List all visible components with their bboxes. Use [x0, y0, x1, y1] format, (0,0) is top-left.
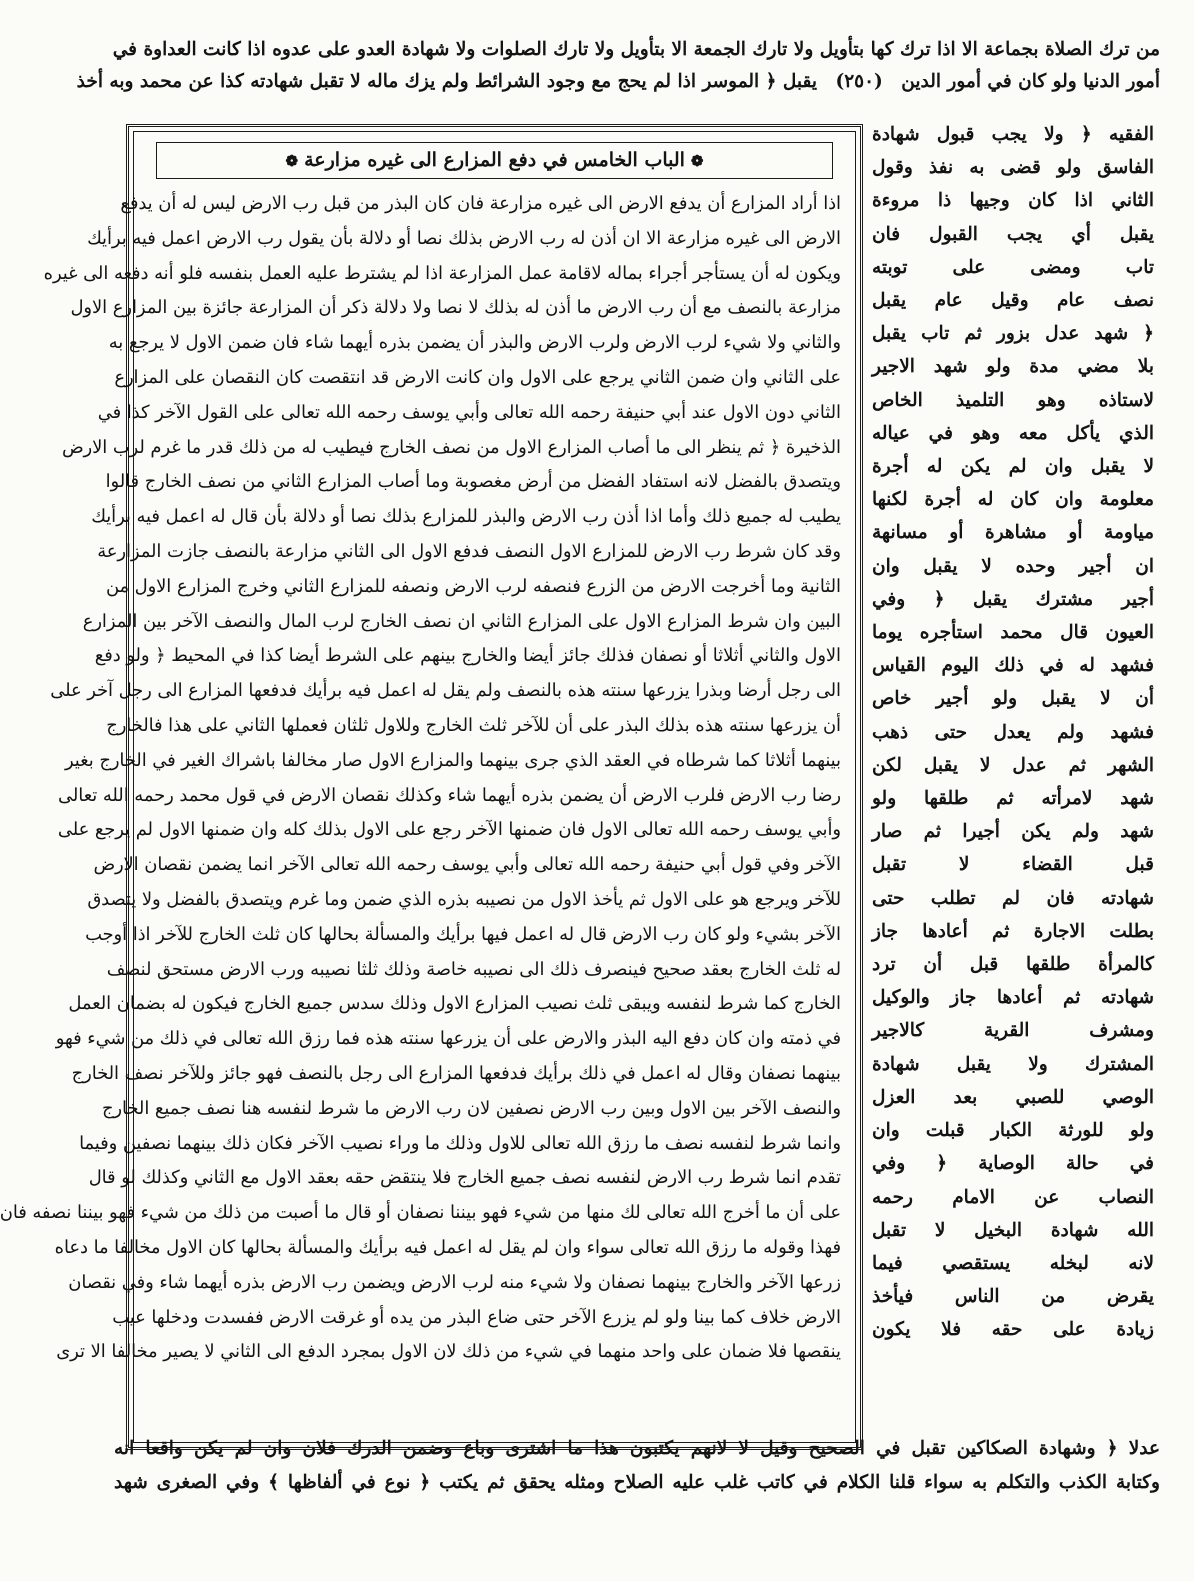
- margin-text-line: معلومة وان كان له أجرة لكنها: [872, 489, 1154, 511]
- main-text-line: تقدم انما شرط رب الارض لنفسه نصف جميع الخارج فلا ينتقض حقه بعقد الاول مع الثاني وكذلك لو قال: [88, 1167, 841, 1189]
- margin-text-line: الفقيه ﴿ ولا يجب قبول شهادة: [872, 124, 1154, 145]
- main-text-line: على الثاني وان ضمن الثاني يرجع على الاول وان كانت الارض قد انتقصت كان النقصان على المزارع: [114, 366, 841, 388]
- main-text-line: بينهما أثلاثا كما شرطاه في العقد الذي جرى بينهما والمزارع الاول صار مخالفا باشراك الغير في الخارج بغير: [64, 749, 841, 771]
- ornament-icon: ❁: [690, 152, 704, 170]
- margin-text-line: يقرض من الناس فيأخذ: [872, 1286, 1154, 1308]
- header-line-1: من ترك الصلاة بجماعة الا اذا ترك كها بتأويل ولا تارك الجمعة الا بتأويل ولا تارك الصلوات ولا شهادة العدو على عدوه اذا كانت العداوة في: [112, 39, 1160, 60]
- header-line-2: [76, 66, 1160, 98]
- margin-text-line: الذي يأكل معه وهو في عياله: [872, 422, 1154, 444]
- main-text-line: أن يزرعها سنته هذه بذلك البذر على أن للآخر ثلث الخارج وللاول ثلثان فعملها الثاني على هذا فالخارج: [106, 714, 841, 736]
- margin-text-line: مياومة أو مشاهرة أو مسانهة: [872, 522, 1154, 544]
- footer-line-1: عدلا ﴿ وشهادة الصكاكين تقبل في الصحيح وقيل لا لانهم يكتبون هذا ما اشترى وباع وضمن الدرك فلان وان لم يكن واقعا انه: [114, 1438, 1160, 1459]
- margin-text-line: الله شهادة البخيل لا تقبل: [872, 1219, 1154, 1241]
- main-text-line: ويكون له أن يستأجر أجراء بماله لاقامة عمل المزارعة اذا لم يشترط عليه العمل بنفسه فلو أنه دفعه الى غيره: [43, 262, 841, 284]
- footer-line-2: وكتابة الكذب والتكلم به سواء قلنا الكلام في كاتب غلب عليه الصلاح ومثله يحقق ثم يكتب ﴿ نوع في ألفاظها ﴾ وفي الصغرى شهد: [114, 1472, 1160, 1493]
- margin-text-line: العيون قال محمد استأجره يوما: [872, 622, 1154, 644]
- main-text-line: الثانية وما أخرجت الارض من الزرع فنصفه لرب الارض ونصفه للمزارع الثاني وخرج المزارع الاول من: [105, 575, 841, 597]
- margin-text-line: ان أجير وحده لا يقبل وان: [872, 555, 1154, 577]
- ornament-icon: ❁: [285, 152, 299, 170]
- margin-text-line: قبل القضاء لا تقبل: [872, 854, 1154, 876]
- main-text-line: مزارعة بالنصف مع أن رب الارض ما أذن له بذلك لا نصا ولا دلالة ذكر أن المزارعة جائزة بين المزارع الاول: [70, 297, 841, 319]
- page-number: (٢٥٠): [835, 71, 883, 92]
- margin-text-line: تاب ومضى على توبته: [872, 256, 1154, 278]
- main-text-line: الثاني دون الاول عند أبي حنيفة رحمه الله تعالى وأبي يوسف رحمه الله تعالى على القول الآخر كذا في: [97, 401, 841, 423]
- main-text-line: وأبي يوسف رحمه الله تعالى الاول فان ضمنها الآخر رجع على الاول بذلك كله وان ضمنها الاول لم يرجع على: [57, 819, 841, 841]
- margin-text-line: شهد ولم يكن أجيرا ثم صار: [872, 821, 1154, 843]
- main-text-line: فهذا وقوله ما رزق الله تعالى سواء وان لم يقل له اعمل فيه برأيك والمسألة بحالها كان الاول مخالفا ما دعاه: [54, 1236, 841, 1258]
- main-text-body: [0, 187, 841, 1370]
- margin-text-line: في حالة الوصاية ﴿ وفي: [872, 1153, 1154, 1175]
- main-text-line: والنصف الآخر بين الاول وبين رب الارض نصفين لان رب الارض ما شرط لنفسه هنا نصف جميع الخارج: [101, 1097, 841, 1119]
- main-text-frame-inner: [0, 131, 856, 1443]
- header-block: [76, 34, 1160, 98]
- margin-text-line: الوصي للصبي بعد العزل: [872, 1086, 1154, 1108]
- main-text-line: اذا أراد المزارع أن يدفع الارض الى غيره مزارعة فان كان البذر من قبل رب الارض ليس له أن يدفع: [120, 193, 841, 214]
- margin-text-line: لانه لبخله يستقصي فيما: [872, 1252, 1154, 1274]
- margin-commentary: [872, 118, 1154, 1347]
- margin-text-line: لاستاذه وهو التلميذ الخاص: [872, 389, 1154, 411]
- main-text-line: الاول والثاني أثلاثا أو نصفان فذلك جائز أيضا والخارج بينهم على الشرط أيضا كذا في المحيط ﴿ ولو دفع: [94, 645, 841, 667]
- main-text-line: الذخيرة ﴿ ثم ينظر الى ما أصاب المزارع الاول من نصف الخارج فيطيب له من ذلك قدر ما غرم لرب الارض: [62, 436, 841, 458]
- margin-text-line: شهد لامرأته ثم طلقها ولو: [872, 788, 1154, 810]
- margin-text-line: نصف عام وقيل عام يقبل: [872, 290, 1154, 312]
- margin-text-line: الثاني اذا كان وجيها ذا مروءة: [872, 190, 1154, 212]
- margin-text-line: أن لا يقبل ولو أجير خاص: [872, 688, 1154, 710]
- chapter-title-text: الباب الخامس في دفع المزارع الى غيره مزارعة: [304, 149, 685, 171]
- main-text-line: بينهما نصفان وقال له اعمل في ذلك برأيك فدفعها المزارع الى رجل بالنصف فهو جائز وللآخر نصف الخارج: [71, 1062, 841, 1084]
- main-text-line: البين وان شرط المزارع الاول على المزارع الثاني ان نصف الخارج لرب المال والنصف الآخر بين المزارع: [82, 610, 841, 632]
- main-text-line: ويتصدق بالفضل لانه استفاد الفضل من أرض مغصوبة وما أصاب المزارع الثاني من نصف الخارج قالوا: [105, 471, 841, 493]
- margin-text-line: أجير مشترك يقبل ﴿ وفي: [872, 588, 1154, 610]
- main-text-line: ينقصها فلا ضمان على واحد منهما في شيء من ذلك لان الاول بمجرد الدفع الى الثاني لا يصير مخالفا الا ترى: [56, 1341, 841, 1363]
- main-text-line: والثاني ولا شيء لرب الارض ولرب الارض والبذر أن يضمن بذره أيهما شاء فان ضمن الاول لا يرجع به: [108, 332, 841, 354]
- margin-text-line: لا يقبل وان لم يكن له أجرة: [872, 456, 1154, 478]
- margin-text-line: الشهر ثم عدل لا يقبل لكن: [872, 754, 1154, 776]
- main-text-line: الآخر بشيء ولو كان رب الارض قال له اعمل فيها برأيك والمسألة بحالها كان ثلث الخارج للآخر اذا أوجب: [85, 923, 841, 945]
- main-text-line: رضا رب الارض فلرب الارض أن يضمن بذره أيهما شاء وكذلك نقصان الارض في قول محمد رحمه الله تعالى: [58, 784, 841, 806]
- margin-text-line: بطلت الاجارة ثم أعادها جاز: [872, 920, 1154, 942]
- margin-text-line: ﴿ شهد عدل بزور ثم تاب يقبل: [872, 323, 1154, 345]
- main-text-line: للآخر ويرجع هو على الاول ثم يأخذ الاول من نصيبه بذره الذي ضمن وما غرم ويتصدق بالفضل ولا يتصدق: [87, 888, 841, 910]
- margin-text-line: شهادته ثم أعادها جاز والوكيل: [872, 987, 1154, 1009]
- main-text-line: الخارج كما شرط لنفسه ويبقى ثلث نصيب المزارع الاول وذلك سدس جميع الخارج فيكون له بضمان العمل: [68, 993, 841, 1015]
- chapter-title: [156, 142, 833, 179]
- margin-text-line: الفاسق ولو قضى به نفذ وقول: [872, 157, 1154, 179]
- main-text-line: على أن ما أخرج الله تعالى لك منها من شيء فهو بيننا نصفان أو قال ما أصبت من ذلك من شيء فهو بيننا نصفه فان: [0, 1202, 841, 1224]
- main-text-line: الارض الى غيره مزارعة الا ان أذن له رب الارض بذلك نصا أو دلالة بأن يقول رب الارض اعمل فيه برأيك: [87, 227, 841, 249]
- main-text-line: له ثلث الخارج بعقد صحيح فينصرف ذلك الى نصيبه خاصة وذلك ثلثا نصيبه ورب الارض مستحق لنصف: [106, 958, 841, 980]
- margin-text-line: زيادة على حقه فلا يكون: [872, 1319, 1154, 1341]
- margin-text-line: شهادته فان لم تطلب حتى: [872, 887, 1154, 909]
- footer-block: [114, 1432, 1160, 1500]
- header-line-2-start: أمور الدنيا ولو كان في أمور الدين: [901, 71, 1160, 92]
- main-text-line: يطيب له جميع ذلك وأما اذا أذن رب الارض والبذر للمزارع بذلك نصا أو دلالة بأن قال له اعمل فيه برأيك: [91, 506, 841, 528]
- main-text-frame: [0, 124, 863, 1450]
- margin-text-line: النصاب عن الامام رحمه: [872, 1186, 1154, 1208]
- main-text-line: في ذمته وان كان دفع اليه البذر والارض على أن يزرعها سنته هذه فما رزق الله تعالى في ذلك من شيء فهو: [55, 1028, 841, 1050]
- main-text-line: الآخر وفي قول أبي حنيفة رحمه الله تعالى وأبي يوسف رحمه الله تعالى الآخر انما يضمن نقصان الارض: [93, 854, 841, 876]
- main-text-line: وقد كان شرط رب الارض للمزارع الاول النصف فدفع الاول الى الثاني مزارعة بالنصف جازت المزارعة: [97, 540, 841, 562]
- main-text-line: وانما شرط لنفسه نصف ما رزق الله تعالى للاول وذلك ما وراء نصيب الآخر فكان ذلك بينهما نصفين وفيما: [79, 1132, 841, 1154]
- main-text-line: الى رجل أرضا وبذرا يزرعها سنته هذه بالنصف ولم يقل له اعمل فيه برأيك فدفعها المزارع الى رجل آخر على: [50, 680, 841, 702]
- margin-text-line: يقبل أي يجب القبول فان: [872, 223, 1154, 245]
- margin-text-line: المشترك ولا يقبل شهادة: [872, 1053, 1154, 1075]
- margin-text-line: كالمرأة طلقها قبل أن ترد: [872, 954, 1154, 976]
- main-text-line: الارض خلاف كما بينا ولو لم يزرع الآخر حتى ضاع البذر من يده أو غرقت الارض ففسدت ودخلها عيب: [112, 1306, 841, 1328]
- header-line-2-end: يقبل ﴿ الموسر اذا لم يحج مع وجود الشرائط ولم يزك ماله لا تقبل شهادته كذا عن محمد وبه أخذ: [76, 71, 818, 92]
- margin-text-line: فشهد له في ذلك اليوم القياس: [872, 655, 1154, 677]
- margin-text-line: بلا مضي مدة ولو شهد الاجير: [872, 356, 1154, 378]
- margin-text-line: فشهد ولم يعدل حتى ذهب: [872, 721, 1154, 743]
- margin-text-line: ولو للورثة الكبار قبلت وان: [872, 1120, 1154, 1142]
- main-text-line: زرعها الآخر والخارج بينهما نصفان ولا شيء منه لرب الارض ويضمن رب الارض بذره أيهما شاء وفي نقصان: [68, 1271, 841, 1293]
- margin-text-line: ومشرف القرية كالاجير: [872, 1020, 1154, 1042]
